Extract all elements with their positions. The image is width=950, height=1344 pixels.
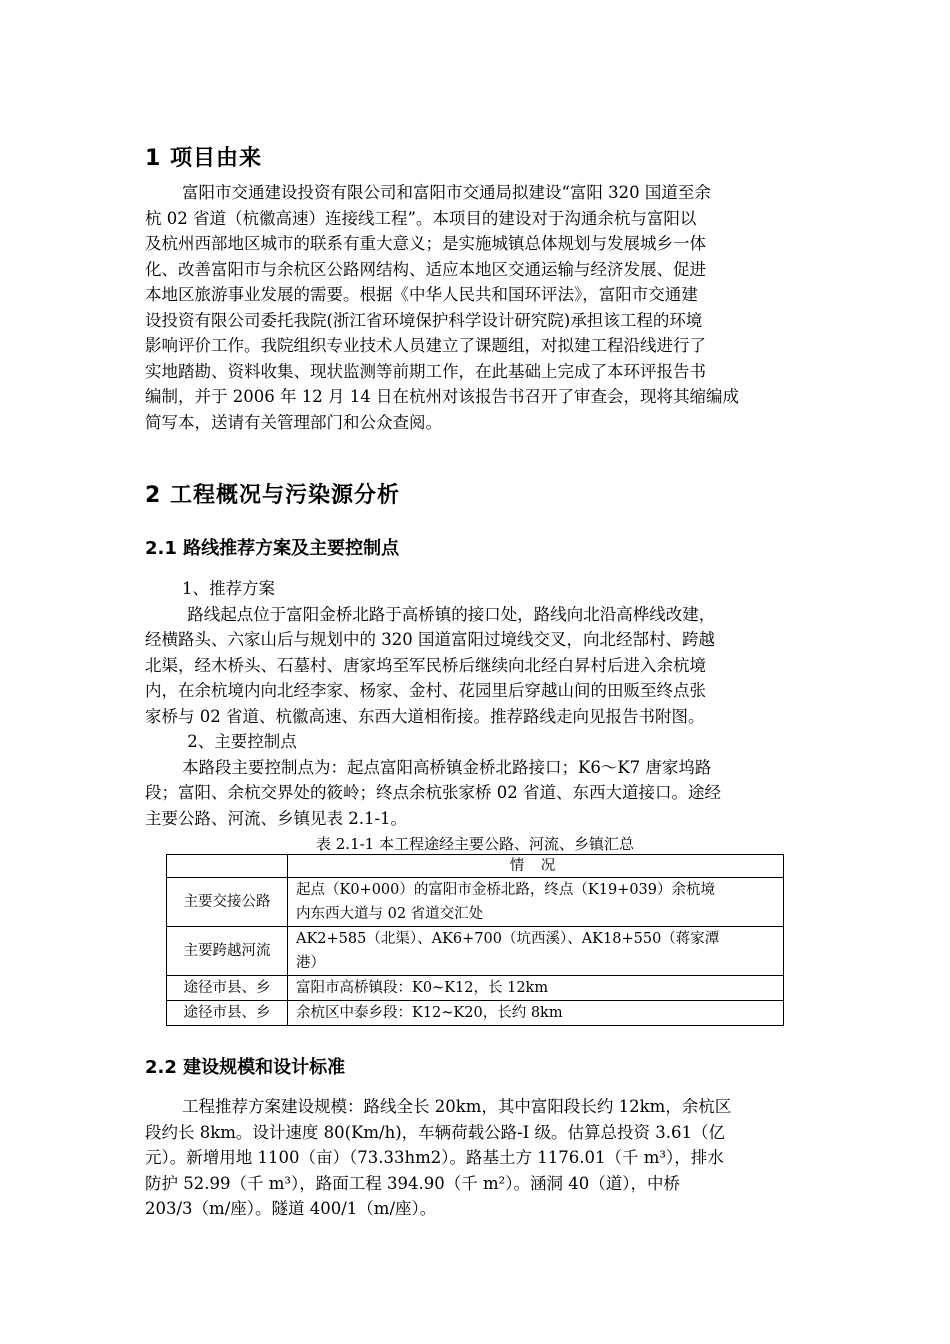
paragraph-line: 设投资有限公司委托我院(浙江省环境保护科学设计研究院)承担该工程的环境 [145, 310, 703, 330]
section-2-heading: 2 工程概况与污染源分析 [145, 483, 400, 508]
row-content: 起点（K0+000）的富阳市金桥北路，终点（K19+039）余杭境 内东西大道与 02 省道交汇处 [288, 878, 784, 927]
paragraph-line: 简写本，送请有关管理部门和公众查阅。 [145, 412, 442, 432]
paragraph-line: 元）。新增用地 1100（亩）（73.33hm2）。路基土方 1176.01（千 m³），排水 [145, 1148, 724, 1167]
paragraph-line: 杭 02 省道（杭徽高速）连接线工程”。本项目的建设对于沟通余杭与富阳以 [145, 208, 697, 228]
paragraph-line: 本路段主要控制点为：起点富阳高桥镇金桥北路接口；K6～K7 唐家坞路 [182, 757, 712, 777]
item-label: 2、主要控制点 [182, 732, 297, 751]
paragraph-line: 段；富阳、余杭交界处的筱岭；终点余杭张家桥 02 省道、东西大道接口。途经 [145, 783, 721, 802]
row-content: AK2+585（北渠）、AK6+700（坑西溪）、AK18+550（蒋家潭 港） [288, 927, 784, 976]
paragraph-line: 北渠，经木桥头、石墓村、唐家坞至军民桥后继续向北经白昇村后进入余杭境 [145, 655, 706, 675]
paragraph-line: 路线起点位于富阳金桥北路于高桥镇的接口处，路线向北沿高桦线改建， [182, 604, 716, 624]
paragraph-line: 影响评价工作。我院组织专业技术人员建立了课题组，对拟建工程沿线进行了 [145, 336, 706, 355]
paragraph-line: 203/3（m/座）。隧道 400/1（m/座）。 [145, 1199, 437, 1218]
row-label: 途径市县、乡 [167, 1001, 288, 1026]
paragraph-line: 主要公路、河流、乡镇见表 2.1-1。 [145, 808, 408, 828]
section-2-1-heading: 2.1 路线推荐方案及主要控制点 [145, 538, 400, 559]
paragraph-line: 段约长 8km。设计速度 80(Km/h)，车辆荷载公路-I 级。估算总投资 3.61（亿 [145, 1122, 725, 1142]
table-caption: 表 2.1-1 本工程途经主要公路、河流、乡镇汇总 [315, 835, 634, 853]
row-label: 主要跨越河流 [167, 927, 288, 976]
row-label: 主要交接公路 [167, 878, 288, 927]
paragraph-line: 富阳市交通建设投资有限公司和富阳市交通局拟建设“富阳 320 国道至余 [182, 183, 711, 202]
paragraph-line: 化、改善富阳市与余杭区公路网结构、适应本地区交通运输与经济发展、促进 [145, 259, 706, 279]
table-row [167, 927, 784, 976]
paragraph-line: 内，在余杭境内向北经李家、杨家、金村、花园里后穿越山间的田贩至终点张 [145, 681, 706, 700]
section-2-2-heading: 2.2 建设规模和设计标准 [145, 1057, 346, 1078]
paragraph-line: 实地踏勘、资料收集、现状监测等前期工作，在此基础上完成了本环评报告书 [145, 361, 706, 381]
paragraph-line: 家桥与 02 省道、杭徽高速、东西大道相衔接。推荐路线走向见报告书附图。 [145, 706, 705, 726]
paragraph-line: 本地区旅游事业发展的需要。根据《中华人民共和国环评法》，富阳市交通建 [145, 285, 698, 304]
row-label: 途径市县、乡 [167, 976, 288, 1001]
header-cell-situation: 情 况 [288, 855, 784, 878]
paragraph-line: 工程推荐方案建设规模：路线全长 20km，其中富阳段长约 12km，余杭区 [182, 1097, 732, 1116]
paragraph-line: 及杭州西部地区城市的联系有重大意义；是实施城镇总体规划与发展城乡一体 [145, 234, 706, 253]
table-row [167, 1001, 784, 1026]
table-row [167, 976, 784, 1001]
section-1-paragraph [145, 180, 807, 435]
header-cell-label [167, 855, 288, 878]
row-content: 余杭区中泰乡段：K12~K20，长约 8km [288, 1001, 784, 1026]
item-label: 1、推荐方案 [182, 579, 275, 598]
table-row [167, 878, 784, 927]
paragraph-line: 经横路头、六家山后与规划中的 320 国道富阳过境线交叉，向北经郜村、跨越 [145, 630, 715, 649]
row-content: 富阳市高桥镇段：K0~K12，长 12km [288, 976, 784, 1001]
paragraph-line: 防护 52.99（千 m³），路面工程 394.90（千 m²）。涵洞 40（道），中桥 [145, 1173, 680, 1193]
section-2-1-body [145, 576, 807, 831]
paragraph-line: 编制，并于 2006 年 12 月 14 日在杭州对该报告书召开了审查会，现将其缩编成 [145, 387, 739, 406]
section-2-2-paragraph [145, 1094, 807, 1222]
table-header-row [167, 855, 784, 878]
section-1-heading: 1 项目由来 [145, 146, 262, 171]
summary-table [166, 854, 784, 1026]
